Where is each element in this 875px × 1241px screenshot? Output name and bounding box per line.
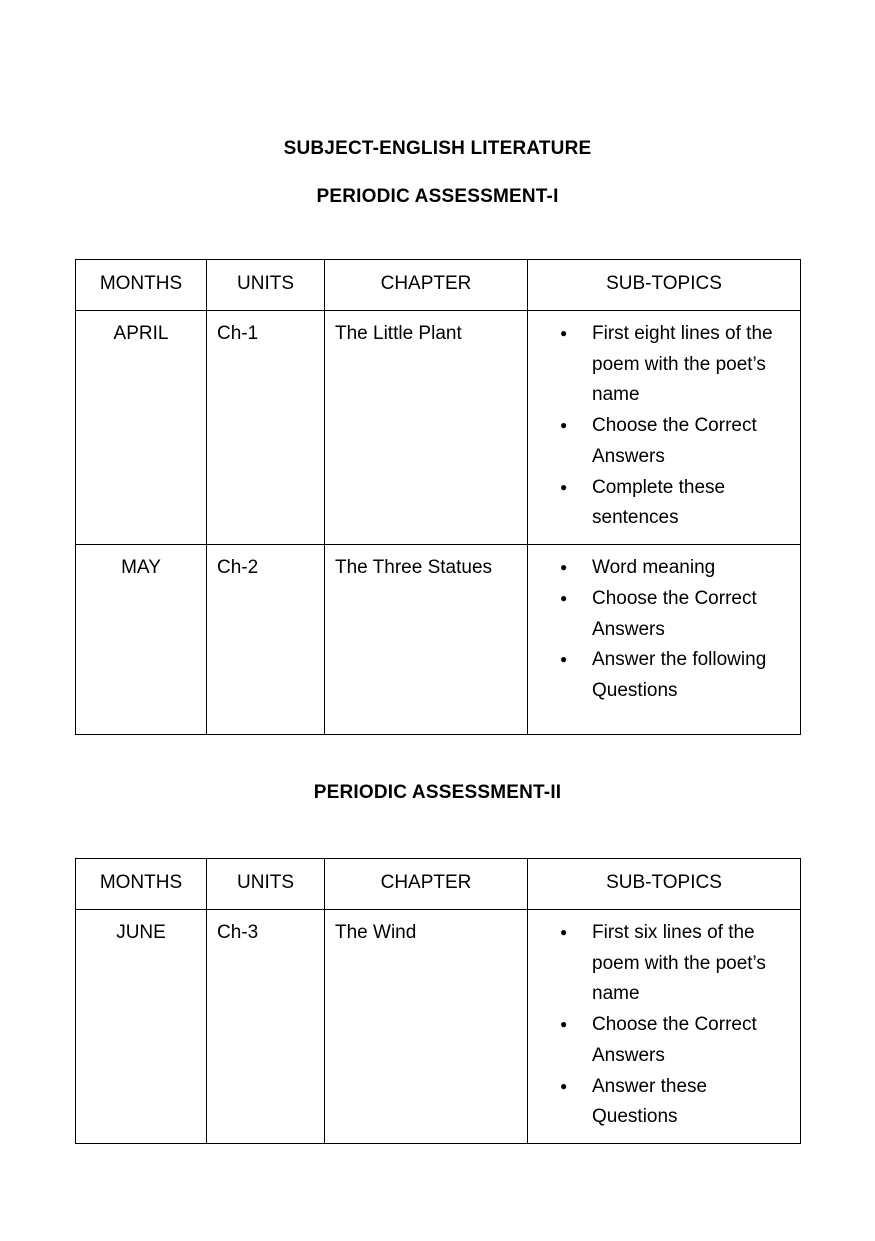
table-periodic-assessment-1 [75,259,801,735]
cell-chapter: The Little Plant [325,310,528,544]
page-title: SUBJECT-ENGLISH LITERATURE [283,138,592,159]
list-item: ● First eight lines of the poem with the poet’s name [560,319,790,411]
table-header-row [76,260,801,311]
column-header-chapter: CHAPTER [325,859,528,910]
column-header-units: UNITS [207,260,325,311]
table-header-row [76,859,801,910]
table-periodic-assessment-2-wrapper [75,858,800,1144]
column-header-months: MONTHS [76,260,207,311]
list-item: ● Choose the Correct Answers [560,584,790,646]
cell-month: MAY [76,545,207,735]
table-row [76,310,801,544]
cell-chapter: The Wind [325,909,528,1143]
cell-unit: Ch-3 [207,909,325,1143]
table-row [76,545,801,735]
list-item: ● Word meaning [560,553,790,584]
table-periodic-assessment-2 [75,858,801,1144]
list-item: ● Answer these Questions [560,1072,790,1134]
list-item: ● Answer the following Questions [560,645,790,707]
list-item: ● First six lines of the poem with the poet’s name [560,918,790,1010]
column-header-chapter: CHAPTER [325,260,528,311]
cell-sub-topics [528,909,801,1143]
cell-month: JUNE [76,909,207,1143]
table-periodic-assessment-1-wrapper [75,259,800,735]
section-heading-pa2: PERIODIC ASSESSMENT-II [313,782,562,804]
column-header-units: UNITS [207,859,325,910]
sub-topics-list [538,553,790,707]
cell-unit: Ch-1 [207,310,325,544]
cell-sub-topics [528,545,801,735]
column-header-sub-topics: SUB-TOPICS [528,260,801,311]
list-item: ● Choose the Correct Answers [560,411,790,473]
list-item: ● Complete these sentences [560,473,790,535]
sub-topics-list [538,918,790,1133]
list-item: ● Choose the Correct Answers [560,1010,790,1072]
cell-month: APRIL [76,310,207,544]
column-header-sub-topics: SUB-TOPICS [528,859,801,910]
table-row [76,909,801,1143]
cell-unit: Ch-2 [207,545,325,735]
cell-sub-topics [528,310,801,544]
section-heading-pa1: PERIODIC ASSESSMENT-I [316,186,559,207]
cell-chapter: The Three Statues [325,545,528,735]
sub-topics-list [538,319,790,534]
column-header-months: MONTHS [76,859,207,910]
